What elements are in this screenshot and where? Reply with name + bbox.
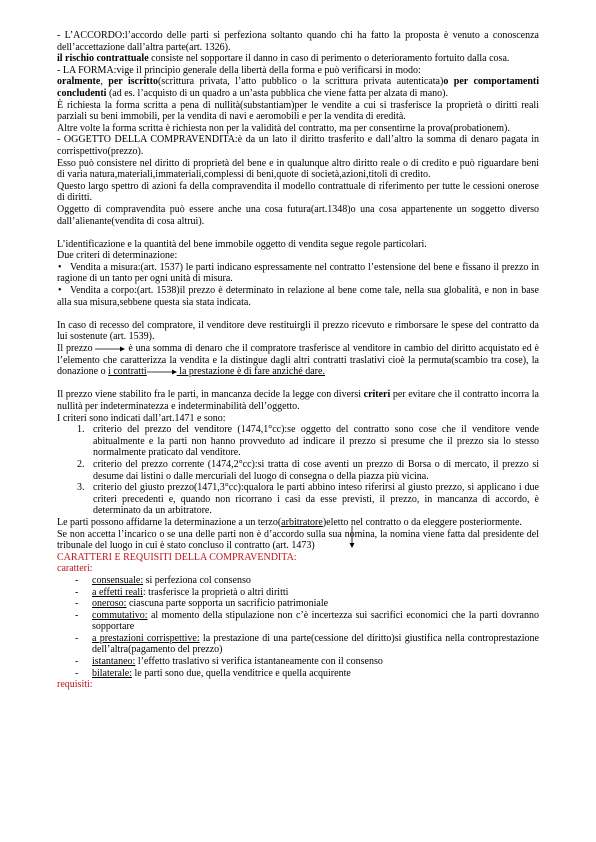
criteria-list (57, 424, 539, 517)
paragraph-forma-scritta: È richiesta la forma scritta a pena di nullità(substantiam)per le vendite a cui si trasferisce la proprietà o diritti reali parziali su beni immobili, per la vendita di navi e aeromobili e per la vendita di eredità. (57, 99, 539, 123)
paragraph-modi: oralmente, per iscritto(scrittura privata, l’atto pubblico o la scrittura privata autenticata)o per comportamenti concludenti (ad es. l’acquisto di un quadro a un’asta pubblica che viene fatta per alzata di mano). (57, 76, 540, 99)
paragraph-arbitratore: Le parti possono affidarne la determinazione a un terzo(arbitratore)eletto nel contratto o da eleggere posteriormente. (57, 517, 539, 529)
paragraph-nomina: Se non accetta l’incarico o se una delle parti non è d’accordo sulla sua nomina, la nomina viene fatta dal presidente del tribunale del luogo in cui è stato concluso il contratto (art. 1473) (57, 528, 539, 552)
requisiti-label: requisiti: (57, 679, 93, 691)
paragraph-rischio: il rischio contrattuale consiste nel sopportare il danno in caso di perimento o deterioramento fortuito dalla cosa. (57, 53, 510, 65)
document-body (57, 30, 539, 691)
list-item: • Vendita a misura:(art. 1537) le parti indicano espressamente nel contratto l’estensione del bene e fissano il prezzo in ragione di un tanto per ogni unità di misura. (57, 261, 539, 285)
paragraph-accordo: - L’ACCORDO:l’accordo delle parti si perfeziona soltanto quando chi ha fatto la proposta è venuto a conoscenza dell’accettazione dall’altra parte(art. 1326). (57, 30, 539, 53)
spacer (57, 378, 539, 390)
list-item: 3. criterio del giusto prezzo(1471,3°cc):qualora le parti abbino inteso riferirsi al giusto prezzo, si applicano i due criteri precedenti e, quando non ricorrano i casi da esse previsti, il prezzo, in mancanza di accordo, è determinato da un arbitratore. (77, 482, 539, 517)
bold-term: il rischio contrattuale (57, 53, 149, 65)
paragraph-spettro: Questo largo spettro di azioni fa della compravendita il modello contrattuale di riferimento per tutte le cessioni onerose di diritti. (57, 180, 539, 204)
list-item: • Vendita a corpo:(art. 1538)il prezzo è determinato in relazione al bene come tale, nella sua globalità, e non in base alla sua misura,sebbene questa sia stata indicata. (57, 285, 539, 308)
paragraph-forma: - LA FORMA:vige il principio generale della libertà della forma e può verificarsi in modo: (57, 64, 421, 76)
paragraph-criteri-intro: Due criteri di determinazione: (57, 250, 178, 262)
section-heading: CARATTERI E REQUISITI DELLA COMPRAVENDITA: (57, 551, 297, 563)
list-item: 1. criterio del prezzo del venditore (1474,1°cc):se oggetto del contratto sono cose che il venditore vende abitualmente e la parti non hanno provveduto ad indicare il prezzo si presume che il prezzo sia lo stesso normalmente praticato dal venditore. (77, 424, 539, 459)
list-item: - istantaneo: l’effetto traslativo si verifica istantaneamente con il consenso (75, 656, 383, 668)
spacer (57, 308, 539, 320)
arrow-down-icon (348, 526, 356, 548)
paragraph-identificazione: L’identificazione e la quantità del bene immobile oggetto di vendita segue regole particolari. (57, 238, 427, 250)
spacer (57, 227, 539, 239)
paragraph-diritto: Esso può consistere nel diritto di proprietà del bene e in qualunque altro diritto reale o di credito e può riguardare beni di varia natura,materiali,immateriali,complessi di beni,quote di società,azioni,titoli di credito. (57, 157, 539, 181)
bullet-icon: • (58, 261, 62, 273)
paragraph-art1471: I criteri sono indicati dall’art.1471 e sono: (57, 412, 226, 424)
paragraph-prezzo: Il prezzo è una somma di denaro che il compratore trasferisce al venditore in cambio del diritto acquistato ed è l’elemento che caratterizza la vendita e la distingue dagli altri contratti traslativi cioè la permuta(scambio tra cose), la donazione o i contratti la prestazione è di fare anziché dare. (57, 343, 539, 378)
paragraph-oggetto: - OGGETTO DELLA COMPRAVENDITA:è da un lato il diritto trasferito e dall’altro la somma di denaro pagata in corrispettivo(prezzo). (57, 134, 539, 157)
paragraph-criteri: Il prezzo viene stabilito fra le parti, in mancanza decide la legge con diversi criteri per evitare che il contratto incorra la nullità per indeterminatezza e indeterminabilità dell’oggetto. (57, 389, 539, 412)
bullet-icon: • (58, 285, 62, 297)
list-item: 2. criterio del prezzo corrente (1474,2°cc):si tratta di cose aventi un prezzo di Borsa o di mercato, il prezzo si desume dai listini o dalle mercuriali del luogo di consegna o della piazza più vicina. (77, 458, 539, 482)
bullet-list (57, 262, 539, 308)
list-item: - commutativo: al momento della stipulazione non c’è incertezza sui sacrifici economici che la parti dovranno sopportare (75, 609, 539, 633)
paragraph-recesso: In caso di recesso del compratore, il venditore deve restituirgli il prezzo ricevuto e rimborsare le spese del contratto da lui sostenute (art. 1539). (57, 319, 539, 343)
list-item: - consensuale: si perfeziona col consenso (75, 574, 251, 586)
list-item: - bilaterale: le parti sono due, quella venditrice e quella acquirente (75, 667, 351, 679)
list-item: - a effetti reali: trasferisce la proprietà o altri diritti (75, 586, 289, 598)
paragraph-cosa-futura: Oggetto di compravendita può essere anche una cosa futura(art.1348)o una cosa appartenente un soggetto diverso dall’alienante(vendita di cosa altrui). (57, 203, 539, 227)
list-item: - oneroso: ciascuna parte sopporta un sacrificio patrimoniale (75, 598, 329, 610)
paragraph-prova: Altre volte la forma scritta è richiesta non per la validità del contratto, ma per consentirne la prova(probationem). (57, 122, 510, 134)
list-item: - a prestazioni corrispettive: la prestazione di una parte(cessione del diritto)si giustifica nella controprestazione dell’altra(pagamento del prezzo) (75, 632, 539, 656)
caratteri-label: caratteri: (57, 563, 93, 575)
arrow-right-icon (95, 345, 125, 353)
arrow-right-icon (147, 368, 177, 376)
caratteri-list (57, 575, 539, 679)
